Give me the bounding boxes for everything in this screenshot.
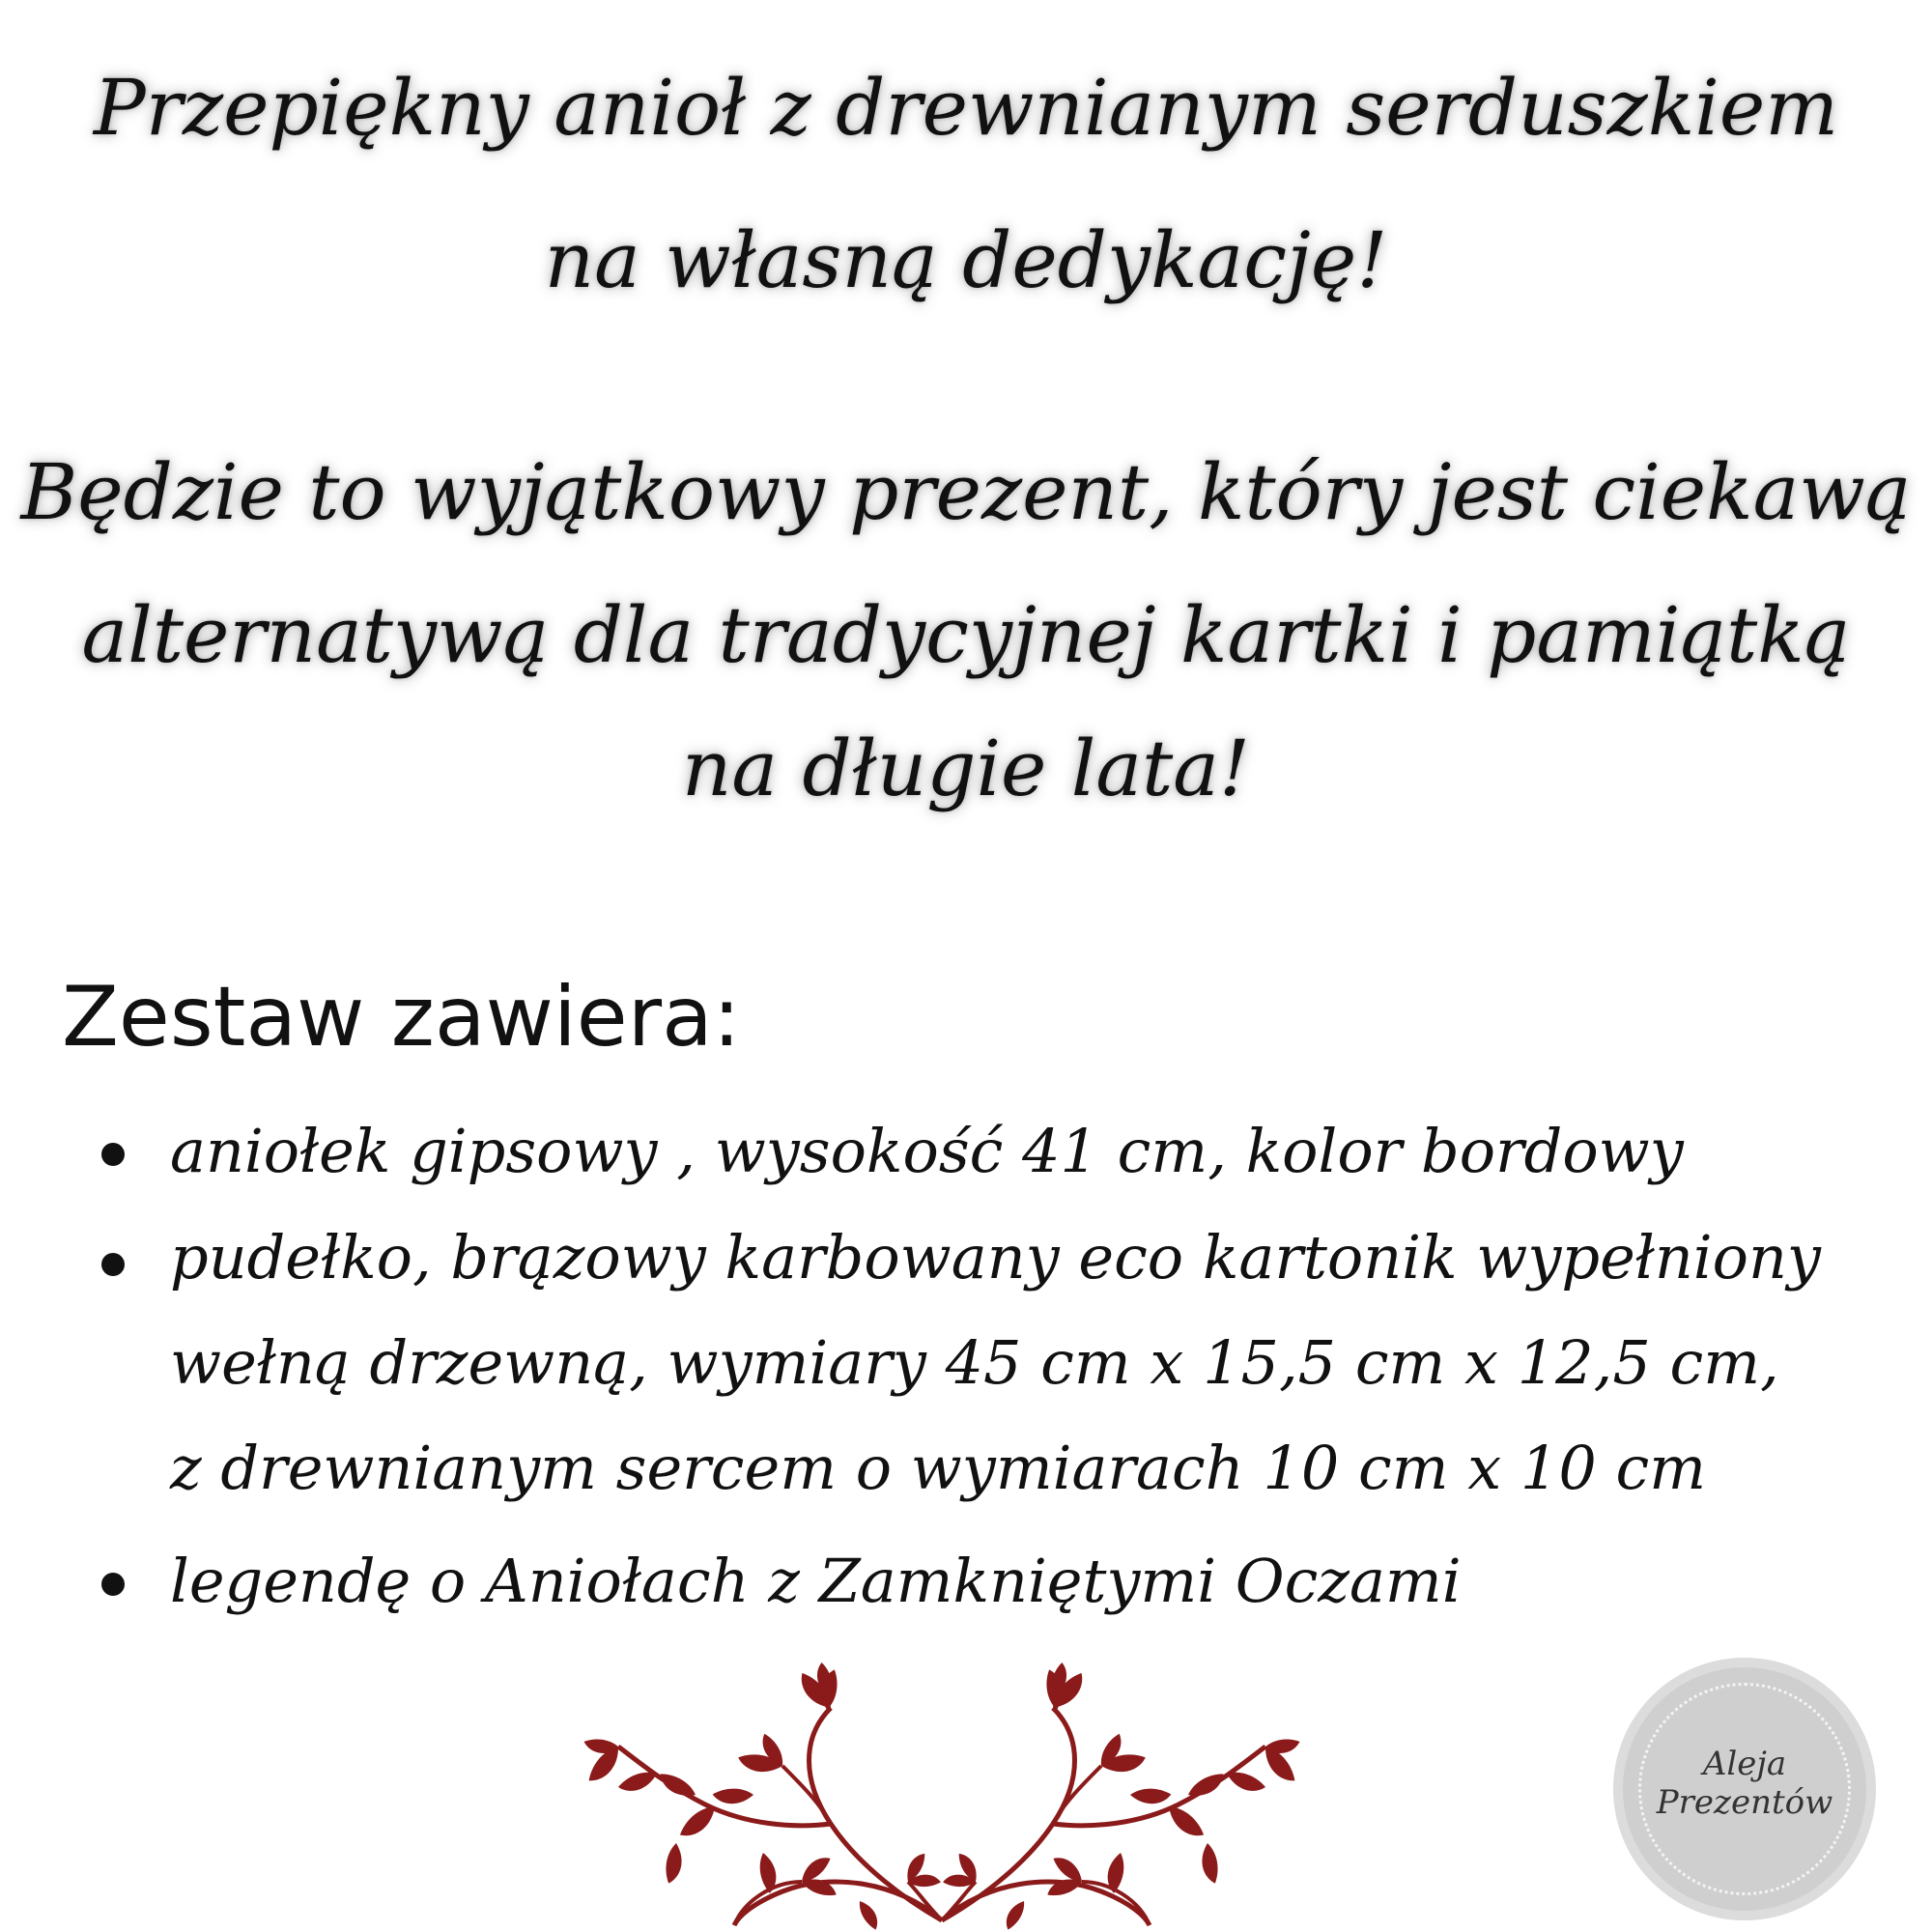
headline-line-1: Przepiękny anioł z drewnianym serduszkiem xyxy=(93,63,1839,153)
intro-line-2: alternatywą dla tradycyjnej kartki i pamiątką xyxy=(81,590,1851,680)
logo-text-line-2: Prezentów xyxy=(1656,1783,1833,1822)
list-item-continuation: wełną drzewną, wymiary 45 cm x 15,5 cm x 12,5 cm, xyxy=(170,1327,1779,1398)
list-item-continuation: z drewnianym sercem o wymiarach 10 cm x 10 cm xyxy=(170,1433,1706,1503)
set-title: Zestaw zawiera: xyxy=(62,969,741,1065)
intro-line-3: na długie lata! xyxy=(681,724,1251,813)
logo-text-line-1: Aleja xyxy=(1702,1745,1787,1783)
bullet-icon xyxy=(101,1143,125,1166)
bullet-icon xyxy=(101,1573,125,1596)
headline-line-2: na własną dedykację! xyxy=(544,215,1388,305)
intro-line-1: Będzie to wyjątkowy prezent, który jest ciekawą xyxy=(20,447,1912,537)
list-item: aniołek gipsowy , wysokość 41 cm, kolor bordowy xyxy=(170,1116,1684,1186)
brand-logo xyxy=(1613,1658,1876,1920)
list-item: legendę o Aniołach z Zamkniętymi Oczami xyxy=(170,1546,1462,1616)
list-item: pudełko, brązowy karbowany eco kartonik wypełniony xyxy=(170,1222,1821,1293)
floral-ornament-icon xyxy=(541,1660,1343,1932)
bullet-icon xyxy=(101,1253,125,1276)
